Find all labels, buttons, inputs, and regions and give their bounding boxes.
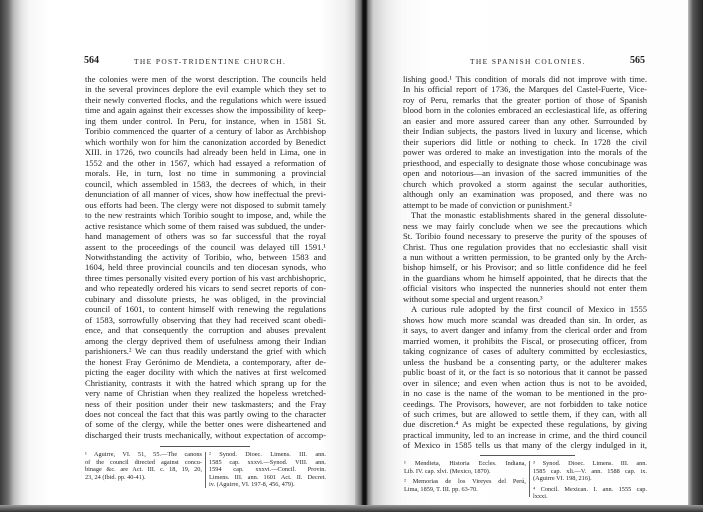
text-line: ³ Synod. Dioec. Limens. III. ann.	[533, 460, 647, 467]
text-line: practical immunity, led to an increase in crime, and the third council	[403, 429, 647, 440]
text-line: Christianity, contrasts it with the hatred which sprang up for the	[85, 377, 326, 388]
text-line: a nun without a written permission, to be granted only by the Arch-	[403, 251, 647, 262]
text-line: of some of the clergy, while the better ones were disheartened and	[85, 419, 326, 430]
text-line: ing them under control. In Peru, for instance, when in 1581 St.	[85, 115, 326, 126]
text-line: of such crimes, but are allowed to settle them, if they can, with all	[403, 409, 647, 419]
text-line: to the new restraints which Toribio sought to impose, and, while the	[85, 210, 326, 221]
text-line: it says, to avert danger and infamy from the clerical order and from	[403, 325, 647, 336]
text-line: bishop himself, or his Provisor; and so little confidence did he feel	[403, 262, 647, 273]
text-line: parishioners.² We can thus readily understand the grief with which	[85, 346, 326, 357]
footnote-rule	[480, 455, 575, 456]
text-line: morals. He, in turn, lost no time in summoning a provincial	[85, 168, 326, 179]
text-line: In his official report of 1736, the Marques del Castel-Fuerte, Vice-	[403, 84, 647, 95]
text-line: That the monastic establishments shared in the general dissolute-	[411, 210, 647, 221]
left-page-number: 564	[84, 55, 99, 66]
text-line: public boast of it, or the fact is so notorious that it cannot be passed	[403, 367, 647, 378]
text-line: taking cognizance of cases of adultery committed by ecclesiastics,	[403, 346, 647, 357]
scan-bottom-edge	[0, 505, 703, 512]
text-line: assent to the proceedings of the council was delayed till 1591.¹	[85, 241, 326, 252]
text-line: which worthily won for him the canonization accorded by Benedict	[85, 136, 326, 147]
text-line: 1552 and the other in 1567, which had essayed a reformation of	[85, 157, 326, 168]
footnote-column	[85, 451, 202, 481]
text-line: priesthood, and especially to designate those whose concubinage was	[403, 157, 647, 168]
text-line: their Indian subjects, the pastors lived in luxury and license, which	[403, 126, 647, 137]
text-line: binage &c. are Act. III. c. 18, 19, 20,	[85, 466, 202, 474]
text-line: ceedings. The Provisors, however, are not forbidden to take notice	[403, 398, 647, 409]
text-line: official visitors who inspected the nunneries should not enter them	[403, 283, 647, 294]
text-line: iv. (Aguirre, VI. 197-8, 456, 479).	[209, 481, 295, 489]
text-line: Lima, 1859, T. III. pp. 63-70.	[404, 485, 478, 493]
text-line: 1604, held three provincial councils and ten diocesan synods, who	[85, 262, 326, 273]
text-line: the colonies were men of the worst description. The councils held	[85, 74, 326, 84]
footnote-divider	[529, 461, 530, 497]
text-line: ness we may fairly conclude when we see the precautions which	[403, 220, 647, 231]
text-line: Christ. Thus one regulation provides that no ecclesiastic shall visit	[403, 241, 647, 252]
text-line: time and again against their excesses show the impossibility of keep-	[85, 105, 326, 116]
text-line: of the council directed against concu-	[85, 458, 202, 466]
text-line: ² Synod. Dioec. Limens. III. ann.	[209, 451, 326, 458]
text-line: although only an examination was proposed, and there was no	[403, 189, 647, 200]
text-line: in the several provinces deplore the evil example which they set to	[85, 84, 326, 95]
left-body-text	[85, 74, 326, 440]
text-line: roy of Peru, remarks that the greater portion of those of Spanish	[403, 94, 647, 105]
text-line: ⁴ Concil. Mexican. I. ann. 1555 cap.	[533, 485, 647, 493]
text-line: very name of Christian when they realized the hopeless wretched-	[85, 388, 326, 399]
text-line: an easier and more assured career than any other. Surrounded by	[403, 115, 647, 126]
right-body-text	[403, 74, 647, 451]
text-line: council of 1601, to content himself with renewing the regulations	[85, 304, 326, 315]
text-line: their newly converted flocks, and the regulations which were issued	[85, 94, 326, 105]
text-line: ous efforts had been. The clergy were not disposed to submit tamely	[85, 199, 326, 210]
text-line: ² Memorias de los Vireyes del Perú,	[404, 478, 526, 486]
footnote-rule	[160, 446, 250, 447]
text-line: lishing good.¹ This condition of morals did not improve with time.	[403, 74, 647, 84]
text-line: council, which assembled in 1583, the decrees of which, in their	[85, 178, 326, 189]
text-line: hand management of others was so far successful that the royal	[85, 231, 326, 242]
text-line: 23, 24 (Ibid. pp. 40-41).	[85, 473, 146, 481]
text-line: open and notorious—an invasion of the sacred immunities of the	[403, 168, 647, 179]
text-line: (Aguirre VI. 198, 216).	[533, 475, 592, 483]
footnote-column	[404, 460, 526, 493]
text-line: denunciation of all manner of vices, show how ineffectual the previ-	[85, 189, 326, 200]
scan-left-edge	[0, 0, 30, 512]
text-line: St. Toribio found necessary to preserve the purity of the spouses of	[403, 231, 647, 242]
right-page-number: 565	[630, 55, 645, 66]
text-line: discharged their trusts mechanically, without expectation of accomp-	[85, 429, 326, 440]
text-line: active resistance which some of them raised was subdued, the under-	[85, 220, 326, 231]
text-line: of Mexico in 1585 tells us that many of the clergy indulged in it,	[403, 440, 647, 451]
text-line: their superiors did little or nothing to check. In 1728 the civil	[403, 136, 647, 147]
footnote-divider	[205, 452, 206, 488]
text-line: picting the eager docility with which the natives at first welcomed	[85, 367, 326, 378]
text-line: Lib. IV. cap. xlvi. (Mexico, 1870).	[404, 467, 491, 475]
text-line: 1594 cap. xxxvi.—Concil. Provin.	[209, 466, 326, 474]
footnote-column	[209, 451, 326, 489]
text-line: ¹ Aguirre, VI. 51, 55.—The canons	[85, 451, 202, 458]
text-line: XIII. in 1726, two councils had already been held in Lima, one in	[85, 147, 326, 158]
text-line: married women, it prohibits the Fiscal, or prosecuting officer, from	[403, 335, 647, 346]
text-line: Limens. III. ann. 1601 Act. II. Decret.	[209, 473, 326, 481]
text-line: 1585 cap. xli.—V. ann. 1588 cap. ix.	[533, 467, 647, 475]
text-line: in the guardians whom he himself appointed, that he directs that the	[403, 272, 647, 283]
text-line: church which provoked a storm against the secular authorities,	[403, 178, 647, 189]
book-gutter	[355, 0, 373, 512]
text-line: does not conceal the fact that this was partly owing to the character	[85, 409, 326, 419]
text-line: of 1583, sorrowfully observing that they had received scant obedi-	[85, 314, 326, 325]
text-line: unless the husband be a consenting party, or the adulterer makes	[403, 356, 647, 367]
left-running-title: THE POST-TRIDENTINE CHURCH.	[134, 57, 287, 66]
text-line: ness of their position under their new taskmasters; and the Fray	[85, 398, 326, 409]
text-line: among the clergy deprived them of usefulness among their Indian	[85, 335, 326, 346]
text-line: in no case is the name of the woman to be mentioned in the pro-	[403, 388, 647, 399]
text-line: shows how much more scandal was dreaded than sin. In order, as	[403, 314, 647, 325]
text-line: due discretion.⁴ As might be expected these regulations, by giving	[403, 419, 647, 430]
scan-right-edge	[688, 0, 703, 512]
text-line: blood born in the colonies embraced an ecclesiastical life, as offering	[403, 105, 647, 116]
right-running-title: THE SPANISH COLONIES.	[470, 57, 586, 66]
text-line: the honest Fray Gerónimo de Mendieta, a contemporary, after de-	[85, 356, 326, 367]
text-line: without some special and urgent reason.³	[403, 293, 543, 304]
text-line: cubinary and dissolute priests, he was obliged, in the provincial	[85, 293, 326, 304]
text-line: three times personally visited every portion of his vast archbishopric,	[85, 272, 326, 283]
text-line: attempt to be made of conviction or punishment.²	[403, 199, 572, 210]
text-line: Toribio commenced the quarter of a century of labor as Archbishop	[85, 126, 326, 137]
text-line: ence, and that consequently the corruption and abuses prevalent	[85, 325, 326, 336]
text-line: ¹ Mendieta, Historia Eccles. Indiana,	[404, 460, 526, 467]
text-line: Notwithstanding the activity of Toribio, who, between 1583 and	[85, 251, 326, 262]
text-line: A curious rule adopted by the first council of Mexico in 1555	[411, 304, 647, 315]
text-line: power was ordered to make an investigation into the morals of the	[403, 147, 647, 158]
text-line: 1585 cap. xxxvi.—Synod. VIII. ann.	[209, 458, 326, 466]
footnote-column	[533, 460, 647, 501]
text-line: over in silence; and even when action thus is not to be avoided,	[403, 377, 647, 388]
text-line: and who repeatedly ordered his vicars to send secret reports of con-	[85, 283, 326, 294]
text-line: lxxxi.	[533, 493, 548, 501]
